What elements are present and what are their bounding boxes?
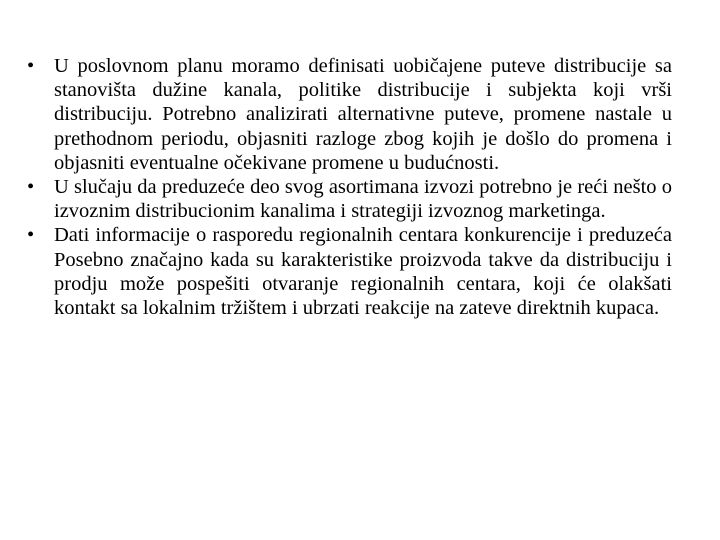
bullet-text: Dati informacije o rasporedu regionalnih centara konkurencije i preduzeća Posebno značajno kada su karakteristike proizvoda takve da distribuciju i prodju može pospešiti otvaranje regionalnih centara, koji će olakšati kontakt sa lokalnim tržištem i ubrzati reakcije na zateve direktnih kupaca. bbox=[54, 224, 672, 320]
bullet-text: U poslovnom planu moramo definisati uobičajene puteve distribucije sa stanovišta dužine kanala, politike distribucije i subjekta koji vrši distribuciju. Potrebno analizirati alternativne puteve, promene nastale u prethodnom periodu, objasniti razloge zbog kojih je došlo do promena i objasniti eventualne očekivane promene u budućnosti. bbox=[54, 55, 672, 174]
bullet-list bbox=[27, 54, 672, 320]
list-item bbox=[27, 223, 672, 320]
bullet-icon: • bbox=[27, 176, 35, 199]
list-item bbox=[27, 175, 672, 223]
bullet-icon: • bbox=[27, 224, 35, 247]
bullet-text: U slučaju da preduzeće deo svog asortimana izvozi potrebno je reći nešto o izvoznim distribucionim kanalima i strategiji izvoznog marketinga. bbox=[54, 176, 672, 223]
list-item bbox=[27, 54, 672, 175]
bullet-icon: • bbox=[27, 55, 35, 77]
